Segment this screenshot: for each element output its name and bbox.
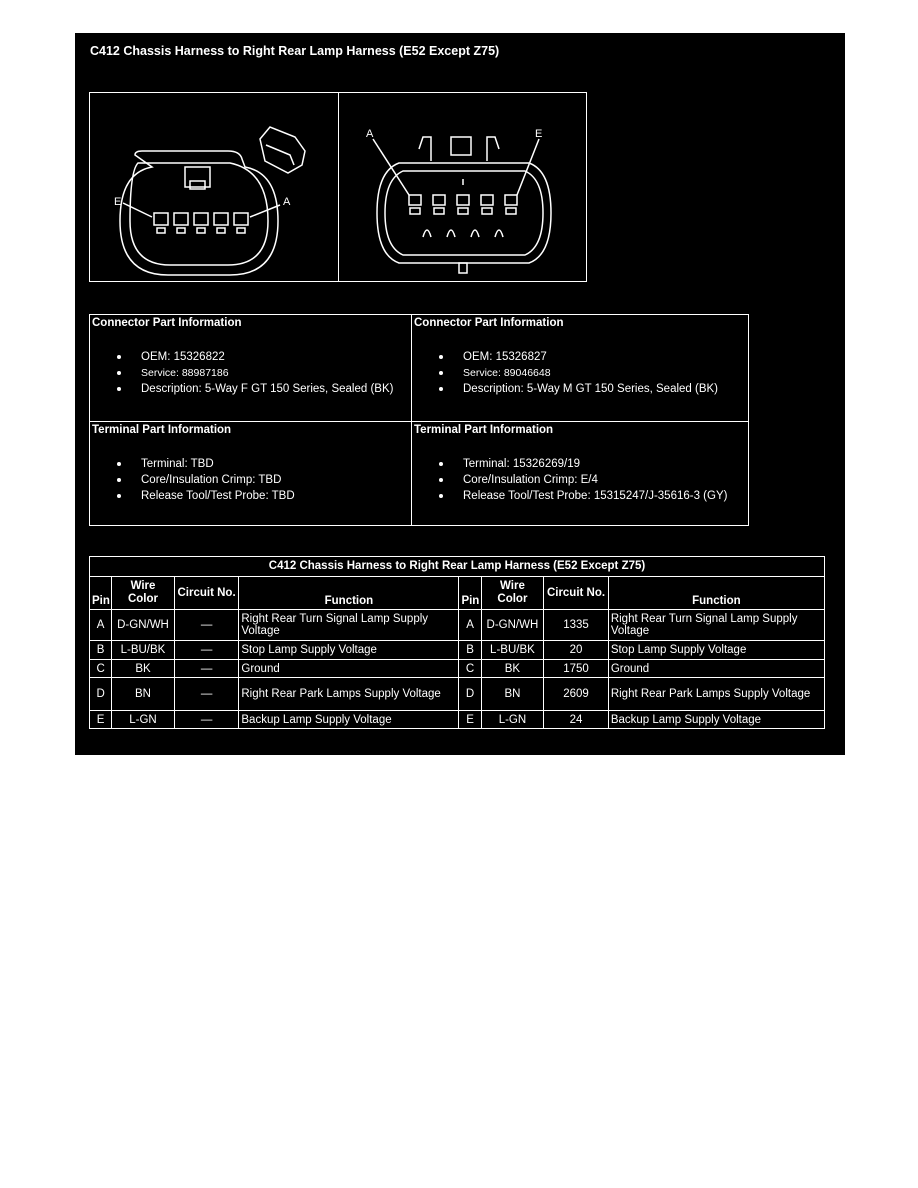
cell-pin: B <box>459 641 481 660</box>
cell-circuit: — <box>174 641 239 660</box>
cell-wire-color: BN <box>481 678 544 711</box>
cell-wire-color: L-GN <box>481 711 544 729</box>
list-item: Release Tool/Test Probe: TBD <box>92 488 409 504</box>
cell-function: Right Rear Park Lamps Supply Voltage <box>608 678 824 711</box>
part-information-table <box>89 314 749 526</box>
cell-wire-color: BN <box>112 678 175 711</box>
list-item: Core/Insulation Crimp: E/4 <box>414 472 746 488</box>
cell-pin: A <box>459 610 481 641</box>
table-row <box>90 610 825 641</box>
pin-label-e-right: E <box>535 128 543 140</box>
cell-circuit: 24 <box>544 711 609 729</box>
pin-label-a-right: A <box>366 128 374 140</box>
cell-header: Connector Part Information <box>92 317 242 329</box>
cell-circuit: — <box>174 610 239 641</box>
column-header-function: Function <box>608 577 824 610</box>
male-connector-drawing <box>339 93 588 283</box>
list-item: Service: 88987186 <box>92 365 409 381</box>
cell-pin: B <box>90 641 112 660</box>
list-item: Description: 5-Way M GT 150 Series, Sealed (BK) <box>414 381 746 397</box>
cell-circuit: 20 <box>544 641 609 660</box>
cell-pin: C <box>90 660 112 678</box>
cell-circuit: 1335 <box>544 610 609 641</box>
cell-circuit: — <box>174 711 239 729</box>
cell-pin: E <box>90 711 112 729</box>
cell-circuit: — <box>174 678 239 711</box>
cell-circuit: — <box>174 660 239 678</box>
column-header-function: Function <box>239 577 459 610</box>
cell-header: Terminal Part Information <box>414 424 554 436</box>
cell-wire-color: L-BU/BK <box>112 641 175 660</box>
cell-wire-color: BK <box>112 660 175 678</box>
cell-function: Ground <box>239 660 459 678</box>
cell-function: Right Rear Turn Signal Lamp Supply Voltage <box>608 610 824 641</box>
female-connector-diagram <box>89 92 339 282</box>
connector-info-female <box>90 315 411 421</box>
cell-header: Connector Part Information <box>414 317 564 329</box>
list-item: Terminal: TBD <box>92 456 409 472</box>
connector-panel <box>75 33 845 755</box>
list-item: Core/Insulation Crimp: TBD <box>92 472 409 488</box>
table-caption: C412 Chassis Harness to Right Rear Lamp Harness (E52 Except Z75) <box>90 557 825 577</box>
list-item: Release Tool/Test Probe: 15315247/J-35616-3 (GY) <box>414 488 746 504</box>
column-header-pin: Pin <box>90 577 112 610</box>
table-row <box>90 660 825 678</box>
cell-pin: D <box>459 678 481 711</box>
list-item: Service: 89046648 <box>414 365 746 381</box>
page-title: C412 Chassis Harness to Right Rear Lamp Harness (E52 Except Z75) <box>90 44 500 58</box>
cell-pin: C <box>459 660 481 678</box>
cell-wire-color: D-GN/WH <box>112 610 175 641</box>
pin-label-a-left: A <box>283 196 291 208</box>
list-item: OEM: 15326827 <box>414 349 746 365</box>
column-header-circuit-no: Circuit No. <box>174 577 239 610</box>
cell-function: Stop Lamp Supply Voltage <box>239 641 459 660</box>
cell-wire-color: D-GN/WH <box>481 610 544 641</box>
column-header-pin: Pin <box>459 577 481 610</box>
column-header-circuit-no: Circuit No. <box>544 577 609 610</box>
cell-wire-color: L-BU/BK <box>481 641 544 660</box>
cell-function: Ground <box>608 660 824 678</box>
cell-wire-color: BK <box>481 660 544 678</box>
cell-pin: D <box>90 678 112 711</box>
cell-header: Terminal Part Information <box>92 424 232 436</box>
pin-assignment-table <box>89 556 825 729</box>
column-header-wire-color: Wire Color <box>112 577 175 610</box>
pin-label-e-left: E <box>114 196 122 208</box>
cell-circuit: 2609 <box>544 678 609 711</box>
table-header-row <box>90 577 825 610</box>
connector-info-male <box>412 315 748 421</box>
list-item: Description: 5-Way F GT 150 Series, Sealed (BK) <box>92 381 409 397</box>
cell-function: Right Rear Park Lamps Supply Voltage <box>239 678 459 711</box>
cell-function: Backup Lamp Supply Voltage <box>239 711 459 729</box>
cell-wire-color: L-GN <box>112 711 175 729</box>
male-connector-diagram <box>338 92 587 282</box>
terminal-info-male <box>412 422 748 525</box>
column-header-wire-color: Wire Color <box>481 577 544 610</box>
table-row <box>90 641 825 660</box>
table-row <box>90 678 825 711</box>
cell-circuit: 1750 <box>544 660 609 678</box>
cell-function: Backup Lamp Supply Voltage <box>608 711 824 729</box>
table-row <box>90 711 825 729</box>
cell-function: Right Rear Turn Signal Lamp Supply Voltage <box>239 610 459 641</box>
list-item: OEM: 15326822 <box>92 349 409 365</box>
terminal-info-female <box>90 422 411 525</box>
list-item: Terminal: 15326269/19 <box>414 456 746 472</box>
cell-function: Stop Lamp Supply Voltage <box>608 641 824 660</box>
cell-pin: E <box>459 711 481 729</box>
cell-pin: A <box>90 610 112 641</box>
female-connector-drawing <box>90 93 340 283</box>
